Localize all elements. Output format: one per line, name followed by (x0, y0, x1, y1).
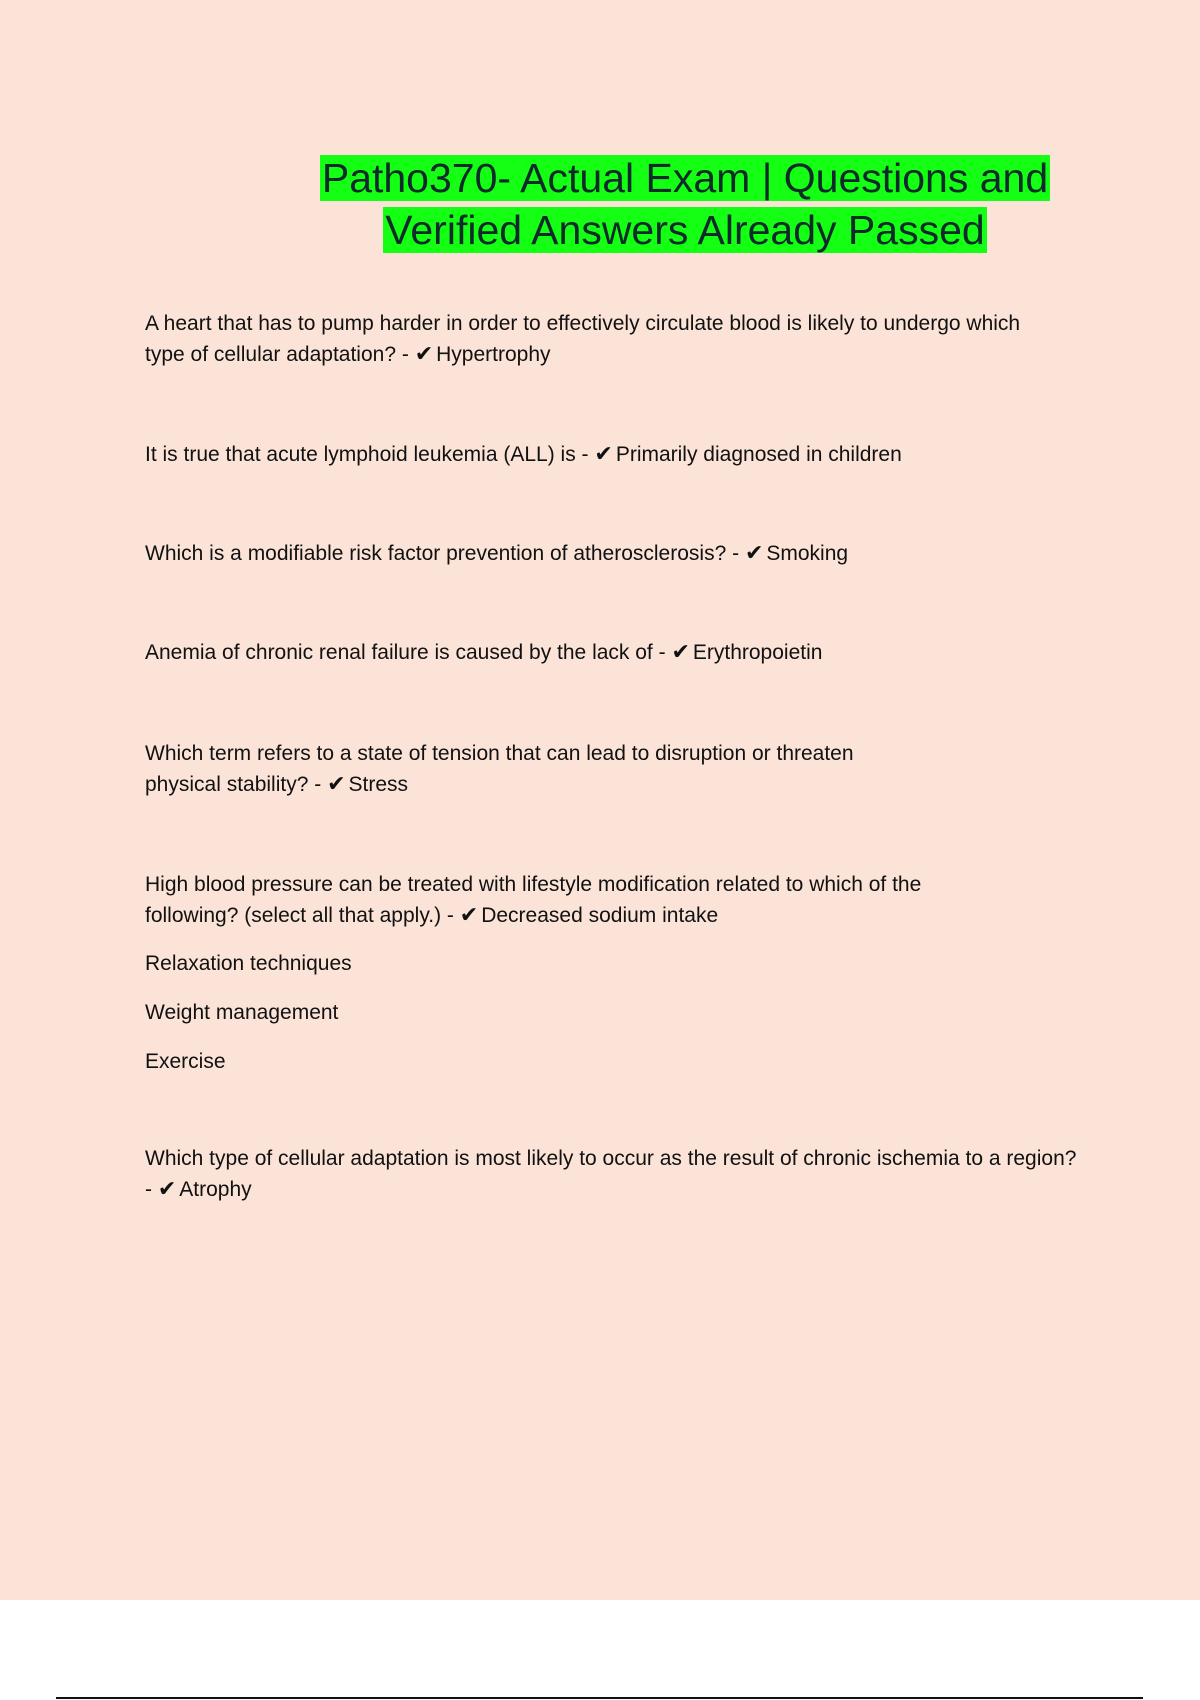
checkmark-icon: ✔ (414, 342, 434, 367)
footer-divider (56, 1697, 1143, 1699)
title-line-1: Patho370- Actual Exam | Questions and (321, 155, 1049, 201)
question-text: It is true that acute lymphoid leukemia (ALL) is (145, 443, 576, 466)
question-text: Anemia of chronic renal failure is caused by the lack of (145, 641, 653, 664)
question-text: A heart that has to pump harder in order to effectively circulate blood is likely to undergo which type of cellular adaptation? (145, 312, 1021, 366)
question-text: High blood pressure can be treated with lifestyle modification related to which of the following? (select all that apply.) (145, 873, 922, 927)
checkmark-icon: ✔ (327, 772, 346, 797)
checkmark-icon: ✔ (157, 1177, 177, 1202)
qa-item-5: Which term refers to a state of tension that can lead to disruption or threaten physical stability? - ✔ Stress (145, 738, 935, 800)
question-text: Which is a modifiable risk factor prevention of atherosclerosis? (145, 542, 727, 565)
qa-item-3: Which is a modifiable risk factor prevention of atherosclerosis? - ✔ Smoking (145, 538, 1075, 569)
qa-item-1: A heart that has to pump harder in order to effectively circulate blood is likely to undergo which type of cellular adaptation? - ✔ Hypertrophy (145, 308, 1045, 370)
qa-item-6: High blood pressure can be treated with lifestyle modification related to which of the following? (select all that apply.) - ✔ Decreased sodium intake (145, 869, 965, 931)
checkmark-icon: ✔ (459, 903, 479, 928)
question-text: Which term refers to a state of tension that can lead to disruption or threaten physical stability? (145, 742, 854, 796)
answer-text: Atrophy (179, 1178, 252, 1201)
checkmark-icon: ✔ (671, 640, 690, 665)
checkmark-icon: ✔ (594, 442, 613, 467)
additional-answer-1: Relaxation techniques (145, 952, 352, 975)
qa-item-4: Anemia of chronic renal failure is caused by the lack of - ✔ Erythropoietin (145, 637, 1075, 668)
title-line-2: Verified Answers Already Passed (385, 207, 985, 253)
question-text: Which type of cellular adaptation is most likely to occur as the result of chronic ischemia to a region? (145, 1147, 1077, 1170)
document-title (280, 152, 1090, 256)
answer-text: Erythropoietin (692, 641, 823, 664)
answer-text: Hypertrophy (436, 343, 551, 366)
qa-item-2: It is true that acute lymphoid leukemia (ALL) is - ✔ Primarily diagnosed in children (145, 439, 1075, 470)
answer-text: Primarily diagnosed in children (615, 443, 902, 466)
answer-text: Stress (348, 773, 409, 796)
additional-answer-2: Weight management (145, 1001, 339, 1024)
checkmark-icon: ✔ (744, 541, 764, 566)
additional-answer-3: Exercise (145, 1050, 226, 1073)
qa-item-7: Which type of cellular adaptation is most likely to occur as the result of chronic ischemia to a region? - ✔ Atrophy (145, 1143, 1085, 1205)
answer-text: Decreased sodium intake (481, 904, 719, 927)
answer-text: Smoking (766, 542, 849, 565)
